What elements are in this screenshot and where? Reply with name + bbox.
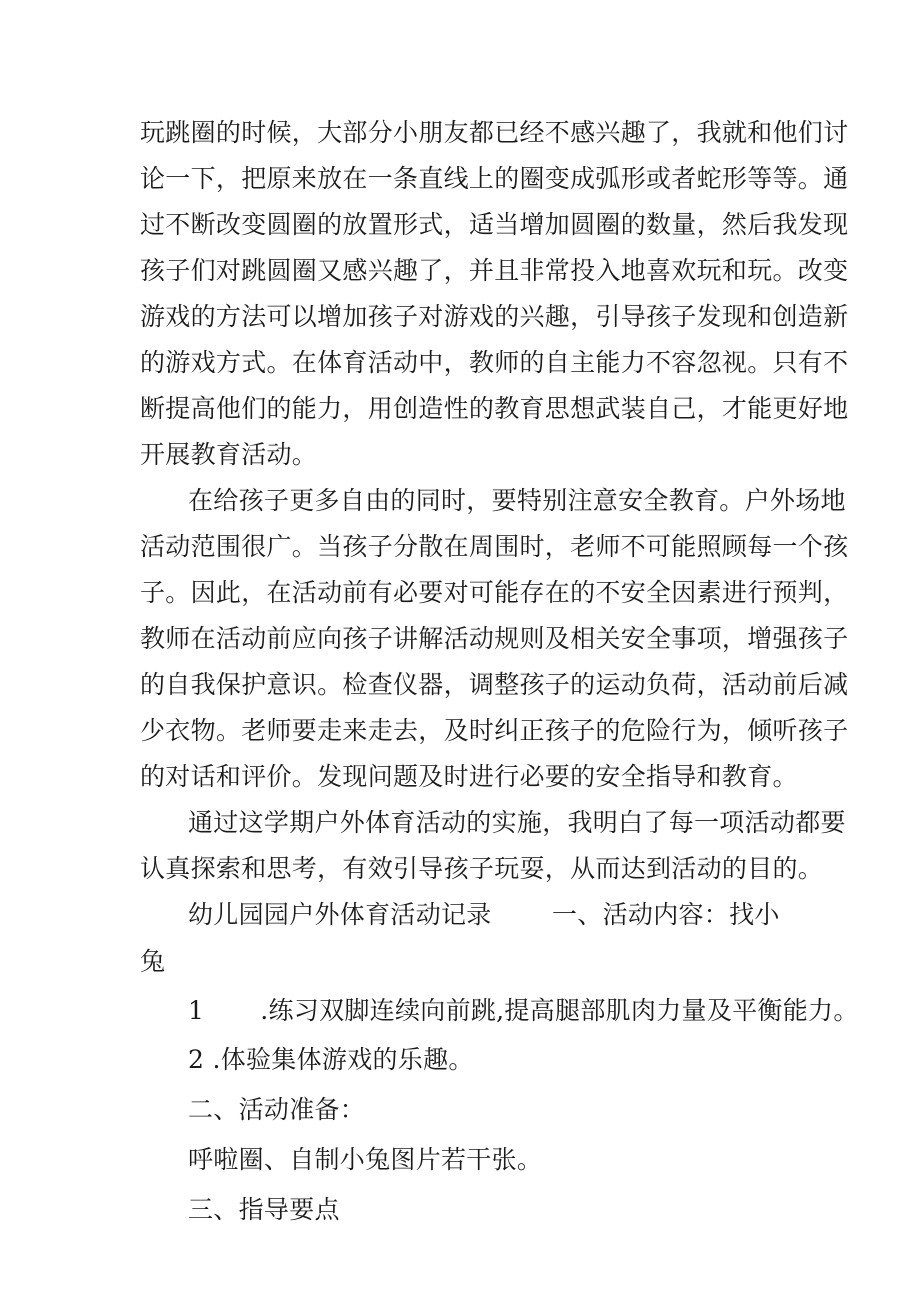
goal-1-text: .练习双脚连续向前跳,提高腿部肌肉力量及平衡能力。: [260, 996, 859, 1025]
paragraph-2-line-5: 的自我保护意识。检查仪器，调整孩子的运动负荷，活动前后减: [140, 670, 849, 699]
goal-1-number: 1: [188, 996, 205, 1025]
paragraph-2-line-6: 少衣物。老师要走来走去，及时纠正孩子的危险行为，倾听孩子: [140, 716, 849, 745]
paragraph-1-line-7: 断提高他们的能力，用创造性的教育思想武装自己，才能更好地: [140, 394, 849, 423]
paragraph-1-line-8: 开展教育活动。: [140, 440, 318, 469]
paragraph-1-line-6: 的游戏方式。在体育活动中，教师的自主能力不容忽视。只有不: [140, 348, 849, 377]
section-1-heading-tail: 兔: [140, 947, 166, 976]
section-2-heading: 二、活动准备：: [188, 1095, 366, 1124]
paragraph-2-line-7: 的对话和评价。发现问题及时进行必要的安全指导和教育。: [140, 762, 798, 791]
paragraph-2-line-3: 子。因此，在活动前有必要对可能存在的不安全因素进行预判，: [140, 578, 849, 607]
paragraph-2-line-2: 活动范围很广。当孩子分散在周围时，老师不可能照顾每一个孩: [140, 532, 849, 561]
paragraph-3-line-2: 认真探索和思考，有效引导孩子玩耍，从而达到活动的目的。: [140, 854, 824, 883]
paragraph-1-line-2: 论一下，把原来放在一条直线上的圈变成弧形或者蛇形等等。通: [140, 164, 849, 193]
paragraph-1-line-1: 玩跳圈的时候，大部分小朋友都已经不感兴趣了，我就和他们讨: [140, 118, 849, 147]
paragraph-1-line-3: 过不断改变圆圈的放置形式，适当增加圆圈的数量，然后我发现: [140, 210, 849, 239]
paragraph-1-line-4: 孩子们对跳圆圈又感兴趣了，并且非常投入地喜欢玩和玩。改变: [140, 256, 849, 285]
paragraph-3-line-1: 通过这学期户外体育活动的实施，我明白了每一项活动都要: [188, 808, 846, 837]
section-3-heading: 三、指导要点: [188, 1195, 340, 1224]
goal-1: [188, 994, 859, 1028]
section-1-heading: 一、活动内容：找小: [552, 900, 780, 929]
paragraph-2-line-1: 在给孩子更多自由的同时，要特别注意安全教育。户外场地: [188, 486, 846, 515]
paragraph-2-line-4: 教师在活动前应向孩子讲解活动规则及相关安全事项，增强孩子: [140, 624, 849, 653]
section-2-body: 呼啦圈、自制小兔图片若干张。: [188, 1145, 543, 1174]
goal-2: 2 .体验集体游戏的乐趣。: [188, 1045, 474, 1074]
paragraph-1-line-5: 游戏的方法可以增加孩子对游戏的兴趣，引导孩子发现和创造新: [140, 302, 849, 331]
record-title: 幼儿园园户外体育活动记录: [188, 900, 492, 929]
